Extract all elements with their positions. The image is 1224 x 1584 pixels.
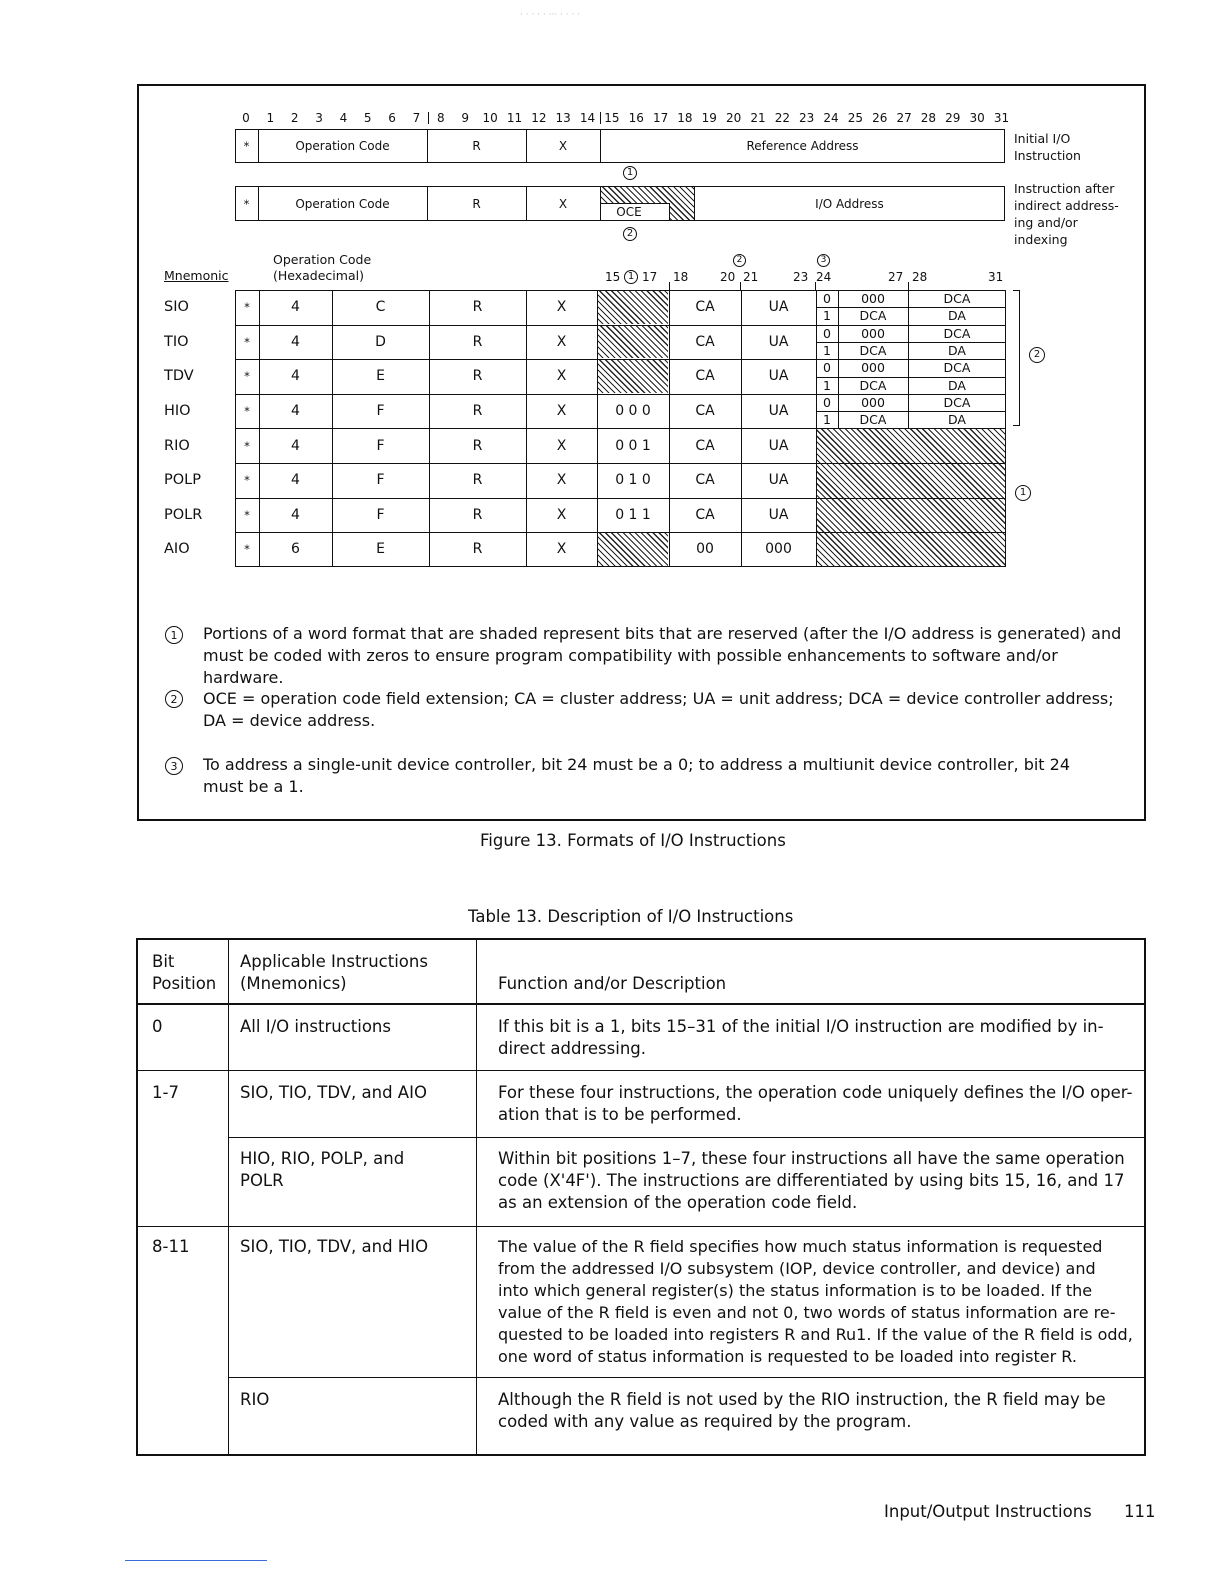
- indirect-bit: *: [244, 369, 250, 384]
- table-row-bit: 1-7: [152, 1083, 179, 1102]
- indirect-bit: *: [244, 404, 250, 419]
- bit-number: 31: [993, 111, 1010, 125]
- bit-number: 0: [242, 111, 250, 125]
- indexed-io-label: Instruction after indirect address- ing and/or indexing: [1014, 181, 1119, 247]
- x-field: X: [556, 506, 567, 523]
- opcode-hex-2: E: [376, 541, 385, 558]
- r-field: R: [472, 333, 483, 350]
- da-field: DA: [948, 308, 966, 324]
- indirect-bit: *: [244, 542, 250, 557]
- indirect-bit: *: [243, 139, 250, 153]
- table-row-desc: For these four instructions, the operation code uniquely defines the I/O oper- ation that is to be performed.: [498, 1083, 1133, 1124]
- dca-field: DCA: [859, 308, 887, 324]
- opcode-hex-1: 4: [291, 333, 300, 350]
- opcode-hex-2: F: [376, 506, 385, 523]
- reserved-shading: [598, 291, 668, 324]
- x-field: X: [558, 196, 568, 211]
- reserved-shading: [598, 326, 668, 359]
- page-number: 111: [1124, 1502, 1156, 1521]
- x-field: X: [556, 541, 567, 558]
- opcode-extension: 0 1 0: [615, 472, 651, 489]
- bit-number: 17: [652, 111, 669, 125]
- oce-field: OCE: [616, 205, 642, 219]
- bit-24-value: 1: [823, 343, 831, 359]
- indirect-bit: *: [243, 196, 250, 211]
- header-applicable: Applicable Instructions (Mnemonics): [240, 952, 428, 993]
- table-row-app: SIO, TIO, TDV, and HIO: [240, 1237, 429, 1256]
- opcode-hex-header: Operation Code (Hexadecimal): [273, 252, 372, 283]
- bit-label: 15: [605, 270, 621, 284]
- bit-24-value: 1: [823, 412, 831, 428]
- divider: [815, 282, 816, 290]
- r-field: R: [472, 368, 483, 385]
- row-rule: [228, 1377, 1146, 1378]
- bit-number: 20: [726, 111, 742, 125]
- cluster-address: CA: [695, 403, 715, 420]
- zero-field: 000: [861, 291, 885, 307]
- bit-number: 22: [774, 111, 790, 125]
- unit-address: UA: [768, 437, 789, 454]
- callout-1: 1: [624, 270, 638, 284]
- bit-number: 25: [847, 111, 864, 125]
- row-mnemonic: POLR: [164, 506, 203, 523]
- r-field: R: [472, 437, 483, 454]
- zero-field: 000: [861, 394, 885, 410]
- footer-section: Input/Output Instructions: [884, 1502, 1092, 1521]
- bit-number: 8: [436, 111, 445, 125]
- da-field: DA: [948, 412, 966, 428]
- bit-number: 27: [896, 111, 912, 125]
- table-row-app: RIO: [240, 1390, 270, 1409]
- io-address-field: I/O Address: [815, 196, 884, 211]
- unit-address: 000: [765, 541, 792, 558]
- bit-number: 19: [701, 111, 717, 125]
- bit-divider-7-8: [428, 112, 429, 124]
- cluster-address: CA: [695, 472, 715, 489]
- divider: [740, 282, 741, 290]
- link-underline: [125, 1560, 267, 1561]
- col-divider: [476, 938, 477, 1456]
- unit-address: UA: [768, 472, 789, 489]
- bit-24-value: 0: [823, 394, 831, 410]
- header-rule: [136, 1003, 1146, 1005]
- bit-number: 23: [799, 111, 815, 125]
- cluster-address: CA: [695, 368, 715, 385]
- bit-number: 28: [920, 111, 937, 125]
- bit-24-value: 0: [823, 360, 831, 376]
- bit-number: 13: [555, 111, 571, 125]
- bit-24-value: 1: [823, 377, 831, 393]
- bit-label: 24: [816, 270, 832, 284]
- bit-label: 17: [642, 270, 658, 284]
- opcode-hex-1: 4: [291, 299, 300, 316]
- header-function: Function and/or Description: [498, 974, 727, 993]
- cluster-address: CA: [695, 299, 715, 316]
- bit-number: 21: [750, 111, 766, 125]
- unit-address: UA: [768, 506, 789, 523]
- bit-number: 15: [604, 111, 620, 125]
- callout-1: 1: [623, 166, 637, 180]
- cluster-address: CA: [695, 333, 715, 350]
- header-bit-position: Bit Position: [152, 952, 217, 993]
- opcode-hex-1: 4: [291, 437, 300, 454]
- cluster-address: CA: [695, 437, 715, 454]
- cluster-address: 00: [696, 541, 714, 558]
- bit-number: 10: [482, 111, 498, 125]
- note-3: To address a single-unit device controller, bit 24 must be a 0; to address a multiunit device controller, bit 24 must be a 1.: [203, 755, 1071, 796]
- bit-label: 21: [743, 270, 759, 284]
- bit-label: 28: [912, 270, 928, 284]
- divider: [908, 282, 909, 290]
- r-field: R: [472, 472, 483, 489]
- reserved-shading: [598, 533, 668, 566]
- initial-io-label: Initial I/O Instruction: [1014, 131, 1081, 163]
- bit-number: 1: [266, 111, 275, 125]
- bracket-device-rows: [1013, 290, 1020, 426]
- opcode-hex-1: 4: [291, 472, 300, 489]
- dca-field: DCA: [859, 377, 887, 393]
- opcode-hex-2: C: [375, 299, 386, 316]
- indirect-bit: *: [244, 300, 250, 315]
- bit-label: 27: [888, 270, 904, 284]
- unit-address: UA: [768, 368, 789, 385]
- x-field: X: [556, 403, 567, 420]
- cluster-address: CA: [695, 506, 715, 523]
- indirect-bit: *: [244, 473, 250, 488]
- r-field: R: [472, 506, 483, 523]
- x-field: X: [556, 299, 567, 316]
- opcode-hex-2: F: [376, 472, 385, 489]
- bit-number: 3: [315, 111, 323, 125]
- callout-3: 3: [817, 254, 830, 267]
- table-row-app: HIO, RIO, POLP, and POLR: [240, 1149, 405, 1190]
- opcode-hex-2: D: [375, 333, 386, 350]
- unit-address: UA: [768, 403, 789, 420]
- bit-24-value: 0: [823, 325, 831, 341]
- opcode-hex-2: F: [376, 437, 385, 454]
- opcode-hex-2: F: [376, 403, 385, 420]
- table-row-app: SIO, TIO, TDV, and AIO: [240, 1083, 427, 1102]
- note-1-marker: 1: [165, 626, 183, 644]
- bit-number: 5: [363, 111, 372, 125]
- table-row-desc: If this bit is a 1, bits 15–31 of the initial I/O instruction are modified by in- direct addressing.: [498, 1017, 1104, 1058]
- indirect-bit: *: [244, 507, 250, 522]
- row-mnemonic: TIO: [164, 333, 189, 350]
- row-mnemonic: POLP: [164, 472, 201, 489]
- bit-number: 26: [872, 111, 888, 125]
- bit-number: 24: [823, 111, 839, 125]
- da-field: DA: [948, 377, 966, 393]
- callout-2: 2: [623, 227, 637, 241]
- opcode-extension: 0 1 1: [615, 506, 651, 523]
- dca-field: DCA: [943, 360, 971, 376]
- x-field: X: [556, 368, 567, 385]
- reserved-shading: [598, 360, 668, 393]
- callout-2: 2: [1029, 347, 1045, 363]
- table-row-desc: The value of the R field specifies how much status information is requested from the addressed I/O subsystem (IOP, device controller, and device) and into which general register(s) the status information is to be loaded. If the value of the R field is even and not 0, two words of status information are re- quested to be loaded into registers R and Ru1. If the value of the R field is odd, one word of status information is requested to be loaded into register R.: [498, 1237, 1133, 1366]
- x-field: X: [556, 333, 567, 350]
- indirect-bit: *: [244, 438, 250, 453]
- callout-1: 1: [1015, 485, 1031, 501]
- dca-field: DCA: [943, 291, 971, 307]
- divider: [669, 282, 670, 290]
- bit-number: 18: [677, 111, 693, 125]
- bit-label: 20: [720, 270, 736, 284]
- dca-field: DCA: [943, 325, 971, 341]
- row-mnemonic: RIO: [164, 437, 190, 454]
- opcode-hex-1: 6: [291, 541, 300, 558]
- table-caption: Table 13. Description of I/O Instructions: [468, 907, 794, 926]
- opcode-extension: 0 0 0: [615, 403, 651, 420]
- bit-number: 11: [506, 111, 523, 125]
- bit-24-value: 1: [823, 308, 831, 324]
- operation-code-field: Operation Code: [295, 139, 390, 153]
- table-row-bit: 8-11: [152, 1237, 190, 1256]
- opcode-hex-2: E: [376, 368, 385, 385]
- row-rule: [136, 1070, 1146, 1071]
- bit-24-value: 0: [823, 291, 831, 307]
- x-field: X: [558, 139, 568, 153]
- da-field: DA: [948, 343, 966, 359]
- unit-address: UA: [768, 299, 789, 316]
- r-field: R: [472, 196, 481, 211]
- indirect-bit: *: [244, 334, 250, 349]
- reference-address-field: Reference Address: [746, 139, 859, 153]
- row-mnemonic: AIO: [164, 541, 190, 558]
- note-2: OCE = operation code field extension; CA = cluster address; UA = unit address; DCA = device controller address; DA = device address.: [203, 689, 1114, 730]
- note-1: Portions of a word format that are shaded represent bits that are reserved (after the I/O address is generated) and must be coded with zeros to ensure program compatibility with possible enhancements to software and/or hardware.: [203, 624, 1122, 687]
- dca-field: DCA: [859, 412, 887, 428]
- table-row-desc: Within bit positions 1–7, these four instructions all have the same operation code (X'4F'). The instructions are differentiated by using bits 15, 16, and 17 as an extension of the operation code field.: [498, 1149, 1125, 1212]
- zero-field: 000: [861, 360, 885, 376]
- dca-field: DCA: [943, 394, 971, 410]
- row-mnemonic: HIO: [164, 403, 191, 420]
- dca-field: DCA: [859, 343, 887, 359]
- table-row-app: All I/O instructions: [240, 1017, 391, 1036]
- bit-number: 9: [461, 111, 469, 125]
- row-mnemonic: TDV: [164, 368, 194, 385]
- bit-number: 16: [628, 111, 644, 125]
- bit-number: 12: [531, 111, 547, 125]
- bit-number: 6: [388, 111, 396, 125]
- bit-number: 2: [290, 111, 299, 125]
- table-row-bit: 0: [152, 1017, 163, 1036]
- row-mnemonic: SIO: [164, 299, 189, 316]
- unit-address: UA: [768, 333, 789, 350]
- bit-label: 18: [673, 270, 689, 284]
- r-field: R: [472, 403, 483, 420]
- note-2-marker: 2: [165, 690, 183, 708]
- callout-2: 2: [733, 254, 746, 267]
- header-mark: · · · · · ··· · · · ·: [520, 10, 581, 20]
- row-rule: [228, 1137, 1146, 1138]
- note-3-marker: 3: [165, 757, 183, 775]
- operation-code-field: Operation Code: [295, 196, 390, 211]
- bit-number: 14: [579, 111, 596, 125]
- table-row-desc: Although the R field is not used by the RIO instruction, the R field may be coded with any value as required by the program.: [498, 1390, 1106, 1431]
- x-field: X: [556, 437, 567, 454]
- opcode-extension: 0 0 1: [615, 437, 651, 454]
- bit-label: 31: [988, 270, 1004, 284]
- col-divider: [228, 938, 229, 1456]
- bit-number: 29: [945, 111, 961, 125]
- bit-divider-14-15: [600, 112, 601, 124]
- r-field: R: [472, 541, 483, 558]
- row-rule: [136, 1226, 1146, 1227]
- zero-field: 000: [861, 325, 885, 341]
- x-field: X: [556, 472, 567, 489]
- mnemonic-header: Mnemonic: [164, 268, 229, 283]
- bit-number: 7: [412, 111, 421, 125]
- opcode-hex-1: 4: [291, 368, 300, 385]
- figure-caption: Figure 13. Formats of I/O Instructions: [480, 831, 786, 850]
- opcode-hex-1: 4: [291, 506, 300, 523]
- r-field: R: [472, 299, 483, 316]
- bit-number: 4: [339, 111, 348, 125]
- bit-number: 30: [969, 111, 985, 125]
- opcode-hex-1: 4: [291, 403, 300, 420]
- r-field: R: [472, 139, 481, 153]
- bit-label: 23: [793, 270, 809, 284]
